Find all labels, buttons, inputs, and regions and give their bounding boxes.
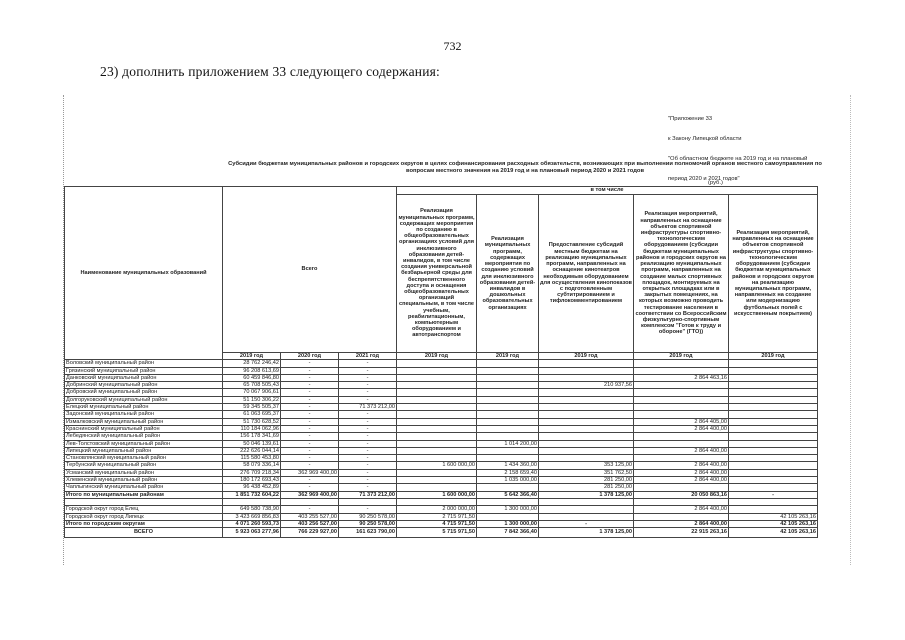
sheet-edge-right — [850, 95, 851, 565]
value-cell: 5 715 971,50 — [397, 528, 477, 538]
value-cell: 2 864 400,00 — [634, 506, 729, 513]
value-cell: 281 250,00 — [539, 477, 634, 484]
value-cell — [397, 374, 477, 381]
value-cell: 403 256 527,00 — [281, 520, 339, 527]
value-cell: - — [339, 455, 397, 462]
table-row — [65, 491, 818, 498]
table-row — [65, 425, 818, 432]
value-cell: - — [281, 374, 339, 381]
value-cell — [729, 404, 818, 411]
value-cell — [477, 418, 539, 425]
value-cell: - — [281, 440, 339, 447]
value-cell — [477, 360, 539, 367]
value-cell: - — [339, 477, 397, 484]
value-cell: 222 626 044,14 — [223, 447, 281, 454]
value-cell: 4 715 971,50 — [397, 520, 477, 527]
value-cell — [634, 367, 729, 374]
row-name-cell: Данковский муниципальный район — [65, 374, 223, 381]
appendix-line: к Закону Липецкой области — [668, 135, 742, 142]
value-cell — [397, 389, 477, 396]
value-cell: 51 730 628,52 — [223, 418, 281, 425]
value-cell — [729, 389, 818, 396]
col-header-year: 2019 год — [634, 353, 729, 360]
value-cell — [729, 455, 818, 462]
value-cell: - — [339, 367, 397, 374]
table-row — [65, 477, 818, 484]
value-cell: - — [281, 411, 339, 418]
value-cell: 351 762,50 — [539, 469, 634, 476]
value-cell — [397, 484, 477, 491]
value-cell: - — [281, 455, 339, 462]
value-cell — [729, 433, 818, 440]
value-cell — [477, 404, 539, 411]
value-cell — [539, 425, 634, 432]
value-cell: 649 580 738,90 — [223, 506, 281, 513]
value-cell — [539, 374, 634, 381]
value-cell: 42 105 263,16 — [729, 520, 818, 527]
value-cell: 1 600 000,00 — [397, 491, 477, 498]
value-cell: 96 438 452,89 — [223, 484, 281, 491]
value-cell: 362 969 400,00 — [281, 469, 339, 476]
value-cell: 156 178 341,69 — [223, 433, 281, 440]
value-cell — [477, 484, 539, 491]
value-cell: - — [339, 506, 397, 513]
col-header-year: 2020 год — [281, 353, 339, 360]
value-cell: 2 158 659,40 — [477, 469, 539, 476]
value-cell: 51 150 306,22 — [223, 396, 281, 403]
row-name-cell: Воловский муниципальный район — [65, 360, 223, 367]
value-cell: 1 851 732 604,22 — [223, 491, 281, 498]
value-cell — [634, 360, 729, 367]
value-cell: - — [281, 360, 339, 367]
value-cell — [729, 411, 818, 418]
value-cell: - — [339, 360, 397, 367]
appendix-line: "Об областном бюджете на 2019 год и на плановый — [668, 155, 808, 162]
col-header-including: в том числе — [397, 187, 818, 195]
value-cell: - — [339, 425, 397, 432]
value-cell — [397, 447, 477, 454]
row-name-cell: Долгоруковский муниципальный район — [65, 396, 223, 403]
value-cell: 20 050 863,16 — [634, 491, 729, 498]
row-name-cell: Становлянский муниципальный район — [65, 455, 223, 462]
value-cell — [539, 498, 634, 505]
value-cell: 42 105 263,16 — [729, 513, 818, 520]
value-cell: - — [281, 484, 339, 491]
row-name-cell: Добровский муниципальный район — [65, 389, 223, 396]
col-header-cinema-equipment: Предоставление субсидий местным бюджетам на реализацию муниципальных программ, направленных на оснащение кинотеатров необходимым оборудованием для осуществления кинопоказов с подготовленным субтитрированием и тифлокомментированием — [539, 195, 634, 353]
subsidies-table — [64, 186, 818, 538]
table-row — [65, 374, 818, 381]
value-cell: - — [539, 520, 634, 527]
col-header-gto-sports-grounds: Реализация мероприятий, направленных на оснащение объектов спортивной инфраструктуры спортивно-технологическим оборудованием (субсидии бюджетам муниципальных районов и городских округов на реализацию муниципальных программ, направленных на создание малых спортивных площадок, монтируемых на открытых площадках или в закрытых помещениях, на которых возможно проводить тестирование населения в соответствии со Всероссийским физкультурно-спортивным комплексом "Готов к труду и обороне" (ГТО)) — [634, 195, 729, 353]
value-cell: 65 708 505,43 — [223, 382, 281, 389]
value-cell: 90 250 578,00 — [339, 520, 397, 527]
value-cell: 281 250,00 — [539, 484, 634, 491]
value-cell — [729, 447, 818, 454]
row-name-cell — [65, 498, 223, 505]
value-cell — [339, 498, 397, 505]
table-row — [65, 484, 818, 491]
value-cell: - — [339, 396, 397, 403]
value-cell — [729, 374, 818, 381]
value-cell — [539, 506, 634, 513]
value-cell — [539, 396, 634, 403]
value-cell: 2 715 971,50 — [397, 513, 477, 520]
value-cell — [223, 498, 281, 505]
value-cell: - — [339, 484, 397, 491]
value-cell: - — [339, 462, 397, 469]
value-cell — [729, 418, 818, 425]
table-row — [65, 455, 818, 462]
value-cell: - — [281, 396, 339, 403]
row-name-cell: Тербунский муниципальный район — [65, 462, 223, 469]
value-cell: 2 864 400,00 — [634, 477, 729, 484]
value-cell: 1 600 000,00 — [397, 462, 477, 469]
value-cell: - — [339, 440, 397, 447]
value-cell: 61 063 695,37 — [223, 411, 281, 418]
value-cell: 5 923 063 277,96 — [223, 528, 281, 538]
value-cell: - — [281, 404, 339, 411]
value-cell: - — [339, 374, 397, 381]
row-name-cell: Итого по муниципальным районам — [65, 491, 223, 498]
appendix-note — [668, 103, 807, 189]
value-cell — [477, 396, 539, 403]
value-cell: - — [281, 389, 339, 396]
table-row — [65, 404, 818, 411]
value-cell — [729, 477, 818, 484]
value-cell: 60 459 846,80 — [223, 374, 281, 381]
value-cell: 22 915 263,16 — [634, 528, 729, 538]
value-cell: 2 864 400,00 — [634, 520, 729, 527]
row-name-cell: Лебедянский муниципальный район — [65, 433, 223, 440]
value-cell — [729, 498, 818, 505]
value-cell: 362 969 400,00 — [281, 491, 339, 498]
table-row — [65, 382, 818, 389]
value-cell: 1 434 360,00 — [477, 462, 539, 469]
value-cell — [397, 382, 477, 389]
value-cell — [634, 411, 729, 418]
value-cell — [729, 440, 818, 447]
table-title: Субсидии бюджетам муниципальных районов и городских округов в целях софинансирования расходных обязательств, возникающих при выполнении полномочий органов местного самоуправления по вопросам местного значения на 2019 год и на плановый период 2020 и 2021 годов — [228, 161, 822, 174]
col-header-year: 2019 год — [397, 353, 477, 360]
value-cell: 42 105 263,16 — [729, 528, 818, 538]
value-cell — [539, 447, 634, 454]
value-cell — [539, 513, 634, 520]
value-cell: 71 373 212,00 — [339, 491, 397, 498]
row-name-cell: Итого по городским округам — [65, 520, 223, 527]
value-cell: 2 864 400,00 — [634, 447, 729, 454]
value-cell — [397, 477, 477, 484]
value-cell: - — [281, 506, 339, 513]
value-cell — [397, 396, 477, 403]
table-row — [65, 462, 818, 469]
value-cell — [477, 411, 539, 418]
value-cell: - — [339, 433, 397, 440]
col-header-football-fields: Реализация мероприятий, направленных на оснащение объектов спортивной инфраструктуры спортивно-технологическим оборудованием (субсидии бюджетам муниципальных районов и городских округов на реализацию муниципальных программ, направленных на создание или модернизацию футбольных полей с искусственным покрытием) — [729, 195, 818, 353]
value-cell — [477, 374, 539, 381]
col-header-year: 2021 год — [339, 353, 397, 360]
value-cell: 161 623 790,00 — [339, 528, 397, 538]
value-cell: 5 642 366,40 — [477, 491, 539, 498]
col-header-year: 2019 год — [539, 353, 634, 360]
col-header-name: Наименование муниципальных образований — [65, 187, 223, 360]
row-name-cell: Усманский муниципальный район — [65, 469, 223, 476]
col-header-total: Всего — [223, 187, 397, 353]
table-row — [65, 506, 818, 513]
col-header-inclusive-schools: Реализация муниципальных программ, содержащих мероприятия по созданию в общеобразовательных организациях условий для инклюзивного образования детей-инвалидов, в том числе создания универсальной безбарьерной среды для беспрепятственного доступа и оснащения общеобразовательных организаций специальным, в том числе учебным, реабилитационным, компьютерным оборудованием и автотранспортом — [397, 195, 477, 353]
value-cell: - — [339, 389, 397, 396]
value-cell — [477, 498, 539, 505]
value-cell: - — [339, 469, 397, 476]
value-cell — [397, 411, 477, 418]
value-cell: 1 014 200,00 — [477, 440, 539, 447]
value-cell — [477, 425, 539, 432]
value-cell — [539, 440, 634, 447]
table-row — [65, 389, 818, 396]
value-cell: 28 762 246,42 — [223, 360, 281, 367]
table-row — [65, 469, 818, 476]
value-cell — [397, 418, 477, 425]
value-cell — [729, 469, 818, 476]
value-cell — [397, 433, 477, 440]
value-cell — [634, 455, 729, 462]
value-cell: - — [281, 425, 339, 432]
table-row — [65, 396, 818, 403]
value-cell: 50 046 139,61 — [223, 440, 281, 447]
row-name-cell: Задонский муниципальный район — [65, 411, 223, 418]
value-cell: 2 864 463,16 — [634, 374, 729, 381]
value-cell — [477, 389, 539, 396]
value-cell — [634, 389, 729, 396]
unit-label: (руб.) — [708, 180, 723, 186]
value-cell — [539, 360, 634, 367]
value-cell — [634, 440, 729, 447]
col-header-inclusive-preschools: Реализация муниципальных программ, содержащих мероприятия по созданию условий для инклюзивного образования детей-инвалидов в дошкольных образовательных организациях — [477, 195, 539, 353]
page-number: 732 — [443, 39, 462, 53]
value-cell: 1 300 000,00 — [477, 520, 539, 527]
amendment-heading: 23) дополнить приложением 33 следующего содержания: — [100, 64, 440, 79]
value-cell — [477, 447, 539, 454]
value-cell: 70 067 906,61 — [223, 389, 281, 396]
value-cell: 3 423 669 856,83 — [223, 513, 281, 520]
value-cell: 90 250 578,00 — [339, 513, 397, 520]
table-row — [65, 360, 818, 367]
row-name-cell: Измалковский муниципальный район — [65, 418, 223, 425]
value-cell — [397, 498, 477, 505]
appendix-line: период 2020 и 2021 годов" — [668, 175, 740, 182]
value-cell: 71 373 212,00 — [339, 404, 397, 411]
value-cell: - — [281, 433, 339, 440]
value-cell: - — [281, 418, 339, 425]
value-cell — [539, 418, 634, 425]
value-cell — [729, 484, 818, 491]
value-cell — [539, 455, 634, 462]
value-cell — [397, 425, 477, 432]
value-cell — [729, 506, 818, 513]
value-cell: - — [339, 447, 397, 454]
value-cell — [634, 484, 729, 491]
value-cell: - — [339, 382, 397, 389]
value-cell — [539, 367, 634, 374]
table-row — [65, 447, 818, 454]
row-name-cell: Чаплыгинский муниципальный район — [65, 484, 223, 491]
value-cell: 1 378 125,00 — [539, 528, 634, 538]
value-cell: - — [281, 477, 339, 484]
value-cell — [729, 360, 818, 367]
value-cell: 2 000 000,00 — [397, 506, 477, 513]
table-row — [65, 418, 818, 425]
value-cell: - — [339, 411, 397, 418]
value-cell: 1 378 125,00 — [539, 491, 634, 498]
value-cell: - — [281, 367, 339, 374]
value-cell: 2 864 400,00 — [634, 462, 729, 469]
table-row — [65, 433, 818, 440]
value-cell — [539, 433, 634, 440]
value-cell: 403 255 527,00 — [281, 513, 339, 520]
value-cell — [477, 455, 539, 462]
value-cell — [539, 404, 634, 411]
value-cell: 2 864 400,00 — [634, 469, 729, 476]
row-name-cell: Городской округ город Липецк — [65, 513, 223, 520]
value-cell — [477, 367, 539, 374]
value-cell: - — [281, 382, 339, 389]
table-row — [65, 513, 818, 520]
value-cell — [634, 382, 729, 389]
value-cell: 2 864 400,00 — [634, 425, 729, 432]
row-name-cell: Хлевенский муниципальный район — [65, 477, 223, 484]
value-cell: 180 172 693,43 — [223, 477, 281, 484]
value-cell — [634, 433, 729, 440]
value-cell — [729, 396, 818, 403]
value-cell: - — [339, 418, 397, 425]
value-cell — [477, 433, 539, 440]
row-name-cell: Липецкий муниципальный район — [65, 447, 223, 454]
value-cell — [634, 498, 729, 505]
row-name-cell: ВСЕГО — [65, 528, 223, 538]
value-cell — [634, 396, 729, 403]
value-cell: 2 864 405,00 — [634, 418, 729, 425]
table-row — [65, 367, 818, 374]
col-header-year: 2019 год — [729, 353, 818, 360]
value-cell — [729, 425, 818, 432]
value-cell — [539, 389, 634, 396]
value-cell: 766 229 927,00 — [281, 528, 339, 538]
value-cell — [729, 382, 818, 389]
value-cell: 276 709 218,34 — [223, 469, 281, 476]
table-row — [65, 528, 818, 538]
value-cell: 115 580 453,80 — [223, 455, 281, 462]
value-cell: 7 842 366,40 — [477, 528, 539, 538]
value-cell — [634, 404, 729, 411]
row-name-cell: Елецкий муниципальный район — [65, 404, 223, 411]
value-cell: 58 079 336,14 — [223, 462, 281, 469]
appendix-line: "Приложение 33 — [668, 116, 713, 123]
value-cell: - — [281, 447, 339, 454]
table-row — [65, 411, 818, 418]
table-row — [65, 498, 818, 505]
row-name-cell: Добринский муниципальный район — [65, 382, 223, 389]
value-cell — [634, 513, 729, 520]
value-cell — [477, 513, 539, 520]
value-cell — [539, 411, 634, 418]
value-cell — [477, 382, 539, 389]
value-cell: 1 300 000,00 — [477, 506, 539, 513]
row-name-cell: Лев-Толстовский муниципальный район — [65, 440, 223, 447]
value-cell: 210 937,56 — [539, 382, 634, 389]
value-cell — [397, 440, 477, 447]
value-cell: 4 071 260 593,73 — [223, 520, 281, 527]
value-cell — [729, 367, 818, 374]
value-cell — [397, 469, 477, 476]
col-header-year: 2019 год — [223, 353, 281, 360]
value-cell — [397, 367, 477, 374]
value-cell — [729, 462, 818, 469]
table-row — [65, 520, 818, 527]
value-cell: 110 184 062,96 — [223, 425, 281, 432]
value-cell: 353 125,00 — [539, 462, 634, 469]
value-cell: 96 208 613,69 — [223, 367, 281, 374]
table-body — [65, 360, 818, 538]
col-header-year: 2019 год — [477, 353, 539, 360]
row-name-cell: Грязинский муниципальный район — [65, 367, 223, 374]
value-cell: 59 345 505,37 — [223, 404, 281, 411]
row-name-cell: Краснинский муниципальный район — [65, 425, 223, 432]
value-cell — [397, 404, 477, 411]
value-cell — [397, 360, 477, 367]
value-cell — [281, 498, 339, 505]
row-name-cell: Городской округ город Елец — [65, 506, 223, 513]
value-cell: - — [729, 491, 818, 498]
value-cell: 1 035 000,00 — [477, 477, 539, 484]
value-cell — [397, 455, 477, 462]
value-cell: - — [281, 462, 339, 469]
table-row — [65, 440, 818, 447]
